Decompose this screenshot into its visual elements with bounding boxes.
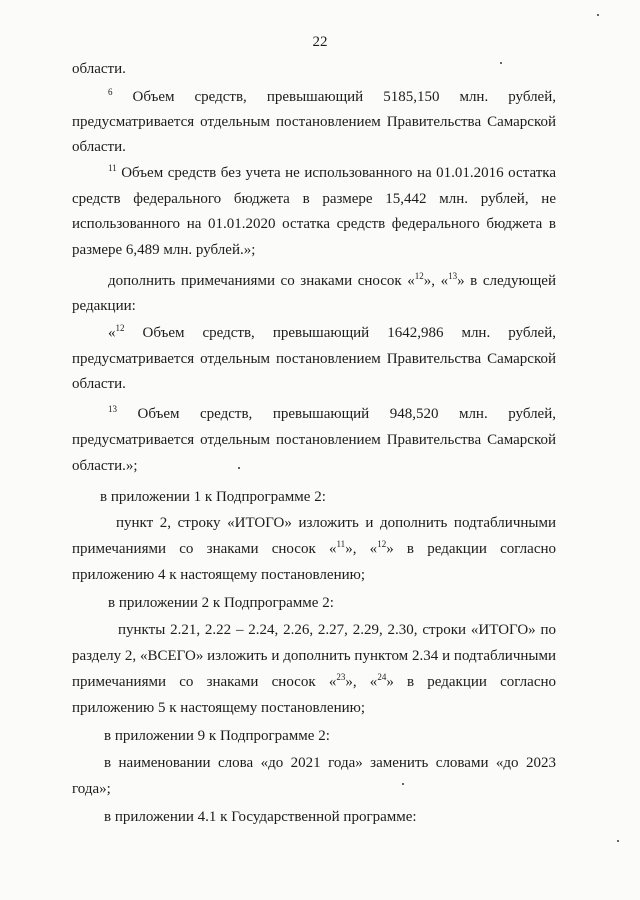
text-run: в приложении 9 к Подпрограмме 2: — [104, 728, 330, 744]
text-run: разделу 2, «ВСЕГО» изложить и дополнить пунктом 2.34 и подтабличными — [72, 648, 556, 664]
text-run: », « — [345, 541, 378, 557]
text-run: « — [108, 325, 116, 341]
page-number: 22 — [312, 34, 328, 50]
text-run: приложению 4 к настоящему постановлению; — [72, 567, 365, 583]
text-line — [72, 138, 126, 156]
text-run: примечаниями со знаками сносок « — [72, 674, 337, 690]
footnote-line — [108, 88, 556, 106]
text-run: в приложении 4.1 к Государственной программе: — [104, 809, 417, 825]
text-line — [72, 566, 365, 584]
text-run: области.»; — [72, 458, 138, 474]
footnote-mark: 13 — [448, 271, 458, 281]
text-run: предусматривается отдельным постановлением Правительства Самарской — [72, 114, 556, 130]
text-line — [104, 754, 556, 772]
footnote-line — [108, 324, 556, 342]
text-run: в приложении 2 к Подпрограмме 2: — [108, 595, 334, 611]
text-line — [108, 594, 334, 612]
text-run: области. — [72, 61, 126, 77]
text-line — [116, 514, 556, 532]
text-run: » в редакции согласно — [386, 674, 557, 690]
footnote-mark: 12 — [414, 271, 424, 281]
text-run: » в редакции согласно — [386, 541, 557, 557]
text-run: размере 6,489 млн. рублей.»; — [72, 242, 256, 258]
text-run: Объем средств, превышающий 5185,150 млн. рублей, — [112, 89, 556, 105]
text-run: пункт 2, строку «ИТОГО» изложить и дополнить подтабличными — [116, 515, 556, 531]
text-line — [72, 113, 556, 131]
text-run: примечаниями со знаками сносок « — [72, 541, 337, 557]
text-run: в приложении 1 к Подпрограмме 2: — [100, 489, 326, 505]
text-run: пункты 2.21, 2.22 – 2.24, 2.26, 2.27, 2.29, 2.30, строки «ИТОГО» по — [118, 622, 556, 638]
text-run: Объем средств, превышающий 1642,986 млн. рублей, — [124, 325, 556, 341]
text-line — [72, 673, 556, 691]
text-line — [108, 272, 556, 290]
text-run: Объем средств, превышающий 948,520 млн. рублей, — [117, 406, 556, 422]
text-line — [72, 780, 111, 798]
text-run: года»; — [72, 781, 111, 797]
text-line — [72, 241, 255, 259]
text-line — [72, 457, 138, 475]
text-run: использованного на 01.01.2020 остатка средств федерального бюджета в — [72, 216, 556, 232]
footnote-mark: 11 — [108, 163, 117, 173]
footnote-line — [108, 164, 556, 182]
text-line — [104, 808, 417, 826]
text-line — [72, 350, 556, 368]
text-line — [72, 699, 365, 717]
footnote-mark: 23 — [336, 672, 346, 682]
scan-speck — [597, 14, 599, 16]
text-line — [72, 60, 126, 78]
text-line — [72, 215, 556, 233]
footnote-mark: 12 — [115, 323, 125, 333]
scan-speck — [402, 783, 404, 785]
scan-speck — [500, 62, 502, 64]
text-run: в наименовании слова «до 2021 года» заменить словами «до 2023 — [104, 755, 556, 771]
text-run: приложению 5 к настоящему постановлению; — [72, 700, 365, 716]
text-line — [72, 540, 556, 558]
text-run: », « — [423, 273, 449, 289]
footnote-mark: 24 — [377, 672, 387, 682]
text-line — [72, 375, 126, 393]
footnote-line — [108, 405, 556, 423]
text-line — [72, 190, 556, 208]
footnote-mark: 12 — [377, 539, 387, 549]
text-run: редакции: — [72, 298, 136, 314]
text-run: области. — [72, 376, 126, 392]
text-run: предусматривается отдельным постановлением Правительства Самарской — [72, 351, 556, 367]
footnote-mark: 6 — [108, 87, 113, 97]
footnote-mark: 13 — [108, 404, 117, 414]
scan-speck — [238, 467, 240, 469]
text-run: предусматривается отдельным постановлением Правительства Самарской — [72, 432, 556, 448]
text-run: Объем средств без учета не использованного на 01.01.2016 остатка — [116, 165, 556, 181]
text-line — [104, 727, 330, 745]
scan-speck — [617, 840, 619, 842]
text-line — [100, 488, 326, 506]
text-run: области. — [72, 139, 126, 155]
footnote-mark: 11 — [336, 539, 346, 549]
text-line — [72, 297, 136, 315]
text-run: » в следующей — [457, 273, 556, 289]
text-run: », « — [345, 674, 378, 690]
text-run: средств федерального бюджета в размере 15,442 млн. рублей, не — [72, 191, 556, 207]
text-run: дополнить примечаниями со знаками сносок « — [108, 273, 415, 289]
text-line — [118, 621, 556, 639]
text-line — [72, 647, 556, 665]
text-line — [72, 431, 556, 449]
